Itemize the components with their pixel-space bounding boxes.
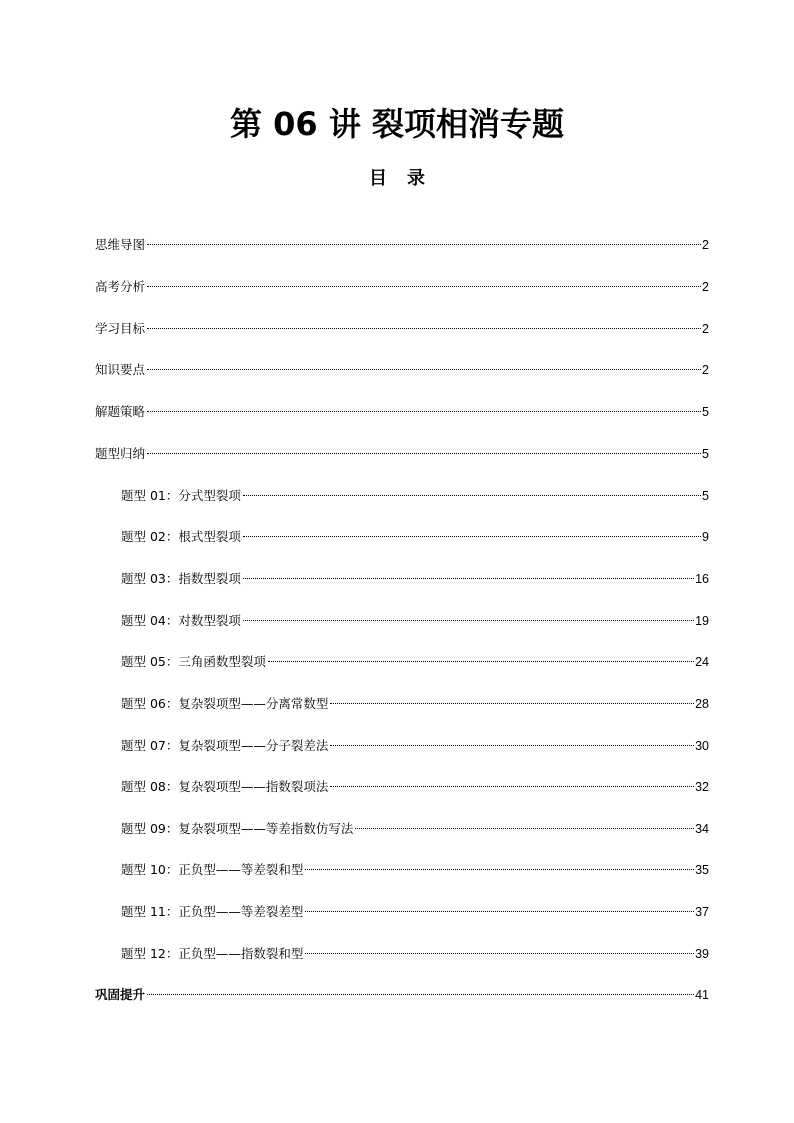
toc-entry-label: 题型 03：指数型裂项 (121, 571, 241, 586)
toc-entry-label: 知识要点 (95, 362, 146, 377)
toc-entry-label: 解题策略 (95, 404, 146, 419)
toc-entry-page: 16 (695, 572, 709, 586)
toc-leader-dots (330, 732, 694, 750)
toc-entry-page: 5 (702, 405, 709, 419)
toc-leader-dots (147, 440, 701, 458)
toc-entry-type-05[interactable] (121, 648, 709, 669)
toc-entry-page: 34 (695, 822, 709, 836)
toc-leader-dots (268, 648, 694, 666)
toc-entry-label: 学习目标 (95, 321, 146, 336)
toc-leader-dots (243, 523, 701, 541)
toc-entry-label: 题型 07：复杂裂项型——分子裂差法 (121, 738, 329, 753)
toc-entry-page: 2 (702, 280, 709, 294)
toc-entry-label: 巩固提升 (95, 987, 146, 1002)
toc-leader-dots (243, 607, 694, 625)
toc-entry-type-04[interactable] (121, 607, 709, 628)
toc-entry-page: 19 (695, 614, 709, 628)
toc-entry-consolidation[interactable] (95, 981, 709, 1002)
toc-leader-dots (243, 565, 694, 583)
toc-entry-label: 题型 11：正负型——等差裂差型 (121, 904, 304, 919)
toc-leader-dots (147, 273, 701, 291)
toc-entry-page: 5 (702, 447, 709, 461)
toc-entry-page: 37 (695, 905, 709, 919)
toc-entry-exam-analysis[interactable] (95, 273, 709, 294)
toc-entry-label: 题型 06：复杂裂项型——分离常数型 (121, 696, 329, 711)
toc-leader-dots (147, 231, 701, 249)
toc-entry-type-07[interactable] (121, 732, 709, 753)
toc-entry-page: 28 (695, 697, 709, 711)
toc-leader-dots (305, 856, 694, 874)
toc-leader-dots (355, 815, 694, 833)
toc-leader-dots (147, 981, 694, 999)
toc-entry-page: 35 (695, 863, 709, 877)
toc-entry-type-01[interactable] (121, 482, 709, 503)
toc-entry-question-types[interactable] (95, 440, 709, 461)
toc-entry-page: 30 (695, 739, 709, 753)
toc-entry-label: 题型 09：复杂裂项型——等差指数仿写法 (121, 821, 354, 836)
toc-entry-page: 39 (695, 947, 709, 961)
toc-entry-label: 题型归纳 (95, 446, 146, 461)
toc-entry-type-09[interactable] (121, 815, 709, 836)
toc-entry-type-10[interactable] (121, 856, 709, 877)
toc-entry-label: 题型 02：根式型裂项 (121, 529, 241, 544)
toc-entry-key-points[interactable] (95, 356, 709, 377)
toc-entry-label: 题型 08：复杂裂项型——指数裂项法 (121, 779, 329, 794)
toc-leader-dots (305, 940, 694, 958)
toc-leader-dots (147, 356, 701, 374)
toc-entry-label: 题型 10：正负型——等差裂和型 (121, 862, 304, 877)
toc-entry-page: 9 (702, 530, 709, 544)
toc-entry-page: 41 (695, 988, 709, 1002)
toc-leader-dots (330, 690, 694, 708)
toc-entry-type-03[interactable] (121, 565, 709, 586)
toc-entry-mind-map[interactable] (95, 231, 709, 252)
toc-leader-dots (330, 773, 694, 791)
toc-entry-learning-goals[interactable] (95, 315, 709, 336)
toc-entry-page: 2 (702, 238, 709, 252)
toc-entry-page: 2 (702, 363, 709, 377)
toc-heading: 目录 (369, 168, 445, 189)
toc-entry-page: 5 (702, 489, 709, 503)
toc-entry-page: 32 (695, 780, 709, 794)
toc-entry-type-08[interactable] (121, 773, 709, 794)
toc-leader-dots (147, 315, 701, 333)
toc-leader-dots (147, 398, 701, 416)
toc-entry-label: 题型 04：对数型裂项 (121, 613, 241, 628)
toc-entry-label: 题型 01：分式型裂项 (121, 488, 241, 503)
toc-leader-dots (243, 482, 701, 500)
toc-entry-page: 2 (702, 322, 709, 336)
toc-entry-strategy[interactable] (95, 398, 709, 419)
toc-entry-page: 24 (695, 655, 709, 669)
toc-leader-dots (305, 898, 694, 916)
page-title: 第 06 讲 裂项相消专题 (230, 105, 564, 143)
toc-entry-label: 高考分析 (95, 279, 146, 294)
toc-entry-label: 思维导图 (95, 237, 146, 252)
toc-entry-type-06[interactable] (121, 690, 709, 711)
toc-entry-type-12[interactable] (121, 940, 709, 961)
toc-entry-type-11[interactable] (121, 898, 709, 919)
toc-entry-label: 题型 05：三角函数型裂项 (121, 654, 266, 669)
toc-entry-type-02[interactable] (121, 523, 709, 544)
toc-entry-label: 题型 12：正负型——指数裂和型 (121, 946, 304, 961)
